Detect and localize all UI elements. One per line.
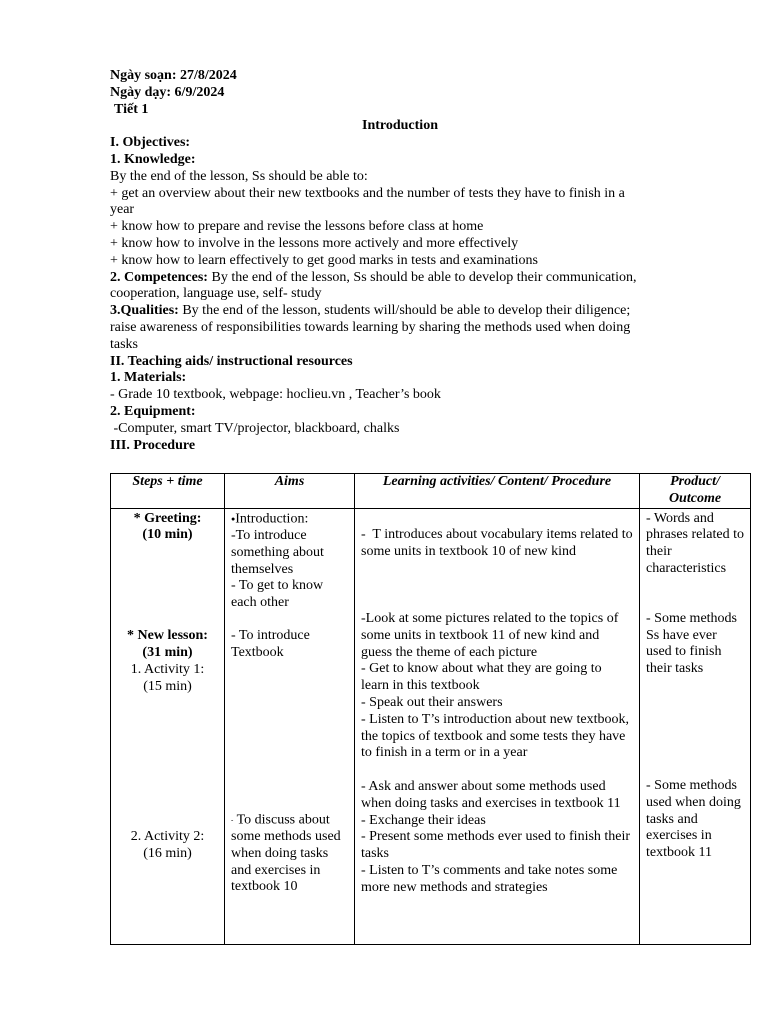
lesson-plan-text <box>110 68 690 454</box>
period: Tiết 1 <box>114 101 149 117</box>
date-taught: Ngày dạy: 6/9/2024 <box>110 84 225 100</box>
activity1-aim: - To introduce Textbook <box>231 628 310 660</box>
table-header-row <box>111 474 751 509</box>
activity1-item: - Get to know about what they are going to learn in this textbook <box>361 661 602 694</box>
outcome-cell <box>640 508 751 944</box>
bullet-icon: ● <box>231 514 236 523</box>
activity2-item: - Ask and answer about some methods used when doing tasks and exercises in textbook 11 <box>361 778 621 811</box>
knowledge-item: + know how to learn effectively to get good marks in tests and examinations <box>110 252 538 268</box>
equipment-text: -Computer, smart TV/projector, blackboard, chalks <box>110 420 400 436</box>
knowledge-heading: 1. Knowledge: <box>110 151 196 167</box>
activity2-time: (16 min) <box>143 846 192 862</box>
activity1-item: - Listen to T’s introduction about new textbook, the topics of textbook and some tests they have to finish in a term or in a year <box>361 711 630 761</box>
activity1-time: (15 min) <box>143 678 192 694</box>
qualities-line <box>110 303 690 320</box>
materials-heading: 1. Materials: <box>110 370 187 386</box>
competences-label: 2. Competences: <box>110 269 208 285</box>
objectives-heading: I. Objectives: <box>110 135 191 151</box>
competences-text-cont: cooperation, language use, self- study <box>110 286 322 302</box>
new-lesson-time: (31 min) <box>142 644 193 660</box>
knowledge-item: + know how to prepare and revise the lessons before class at home <box>110 219 484 235</box>
knowledge-item: year <box>110 202 135 218</box>
greeting-aim-intro <box>231 511 348 528</box>
activity2-aim <box>231 812 348 897</box>
column-header: Aims <box>225 474 355 509</box>
activity2-aim-text: To discuss about some methods used when doing tasks and exercises in textbook 10 <box>231 812 341 895</box>
activity1-step: 1. Activity 1: <box>130 661 205 677</box>
activity2-item: - Present some methods ever used to finish their tasks <box>361 829 631 862</box>
greeting-activity: - T introduces about vocabulary items related to some units in textbook 10 of new kind <box>361 527 637 560</box>
steps-cell <box>111 508 225 944</box>
materials-text: - Grade 10 textbook, webpage: hoclieu.vn , Teacher’s book <box>110 387 441 403</box>
activity2-outcome: - Some methods used when doing tasks and exercises in textbook 11 <box>646 777 741 861</box>
column-header: Product/ Outcome <box>640 474 751 509</box>
greeting-aim-intro-text: Introduction: <box>235 511 309 527</box>
qualities-text: By the end of the lesson, students will/should be able to develop their diligence; <box>178 303 631 319</box>
activity1-item: - Speak out their answers <box>361 694 503 710</box>
activity2-item: - Listen to T’s comments and take notes some more new methods and strategies <box>361 862 618 895</box>
activity2-step: 2. Activity 2: <box>130 829 205 845</box>
greeting-aim: -To introduce something about themselves <box>231 528 324 577</box>
knowledge-intro: By the end of the lesson, Ss should be able to: <box>110 168 368 184</box>
knowledge-item: + know how to involve in the lessons more actively and more effectively <box>110 235 519 251</box>
qualities-text-cont: tasks <box>110 336 138 352</box>
greeting-step: * Greeting: <box>133 510 202 526</box>
procedure-table <box>110 473 751 945</box>
equipment-heading: 2. Equipment: <box>110 403 196 419</box>
qualities-text-cont: raise awareness of responsibilities towards learning by sharing the methods used when doing <box>110 319 631 335</box>
teaching-aids-heading: II. Teaching aids/ instructional resources <box>110 353 353 369</box>
bullet-icon: - <box>231 815 234 824</box>
qualities-label: 3.Qualities: <box>110 303 179 319</box>
new-lesson-step: * New lesson: <box>127 628 208 644</box>
column-header: Learning activities/ Content/ Procedure <box>355 474 640 509</box>
column-header: Steps + time <box>111 474 225 509</box>
competences-line <box>110 270 690 287</box>
aims-cell <box>225 508 355 944</box>
activity1-item: -Look at some pictures related to the topics of some units in textbook 11 of new kind and guess the theme of each picture <box>361 610 619 660</box>
table-row <box>111 508 751 944</box>
activity1-outcome: - Some methods Ss have ever used to finish their tasks <box>646 610 737 677</box>
activities-cell <box>355 508 640 944</box>
greeting-aim: - To get to know each other <box>231 578 324 611</box>
competences-text: By the end of the lesson, Ss should be able to develop their communication, <box>207 269 637 285</box>
knowledge-item: + get an overview about their new textbooks and the number of tests they have to finish in a <box>110 185 625 201</box>
lesson-title: Introduction <box>362 118 438 134</box>
greeting-time: (10 min) <box>142 527 193 543</box>
date-prepared: Ngày soạn: 27/8/2024 <box>110 68 237 83</box>
procedure-heading: III. Procedure <box>110 437 196 453</box>
activity2-item: - Exchange their ideas <box>361 812 486 828</box>
greeting-outcome: - Words and phrases related to their characteristics <box>646 510 744 576</box>
